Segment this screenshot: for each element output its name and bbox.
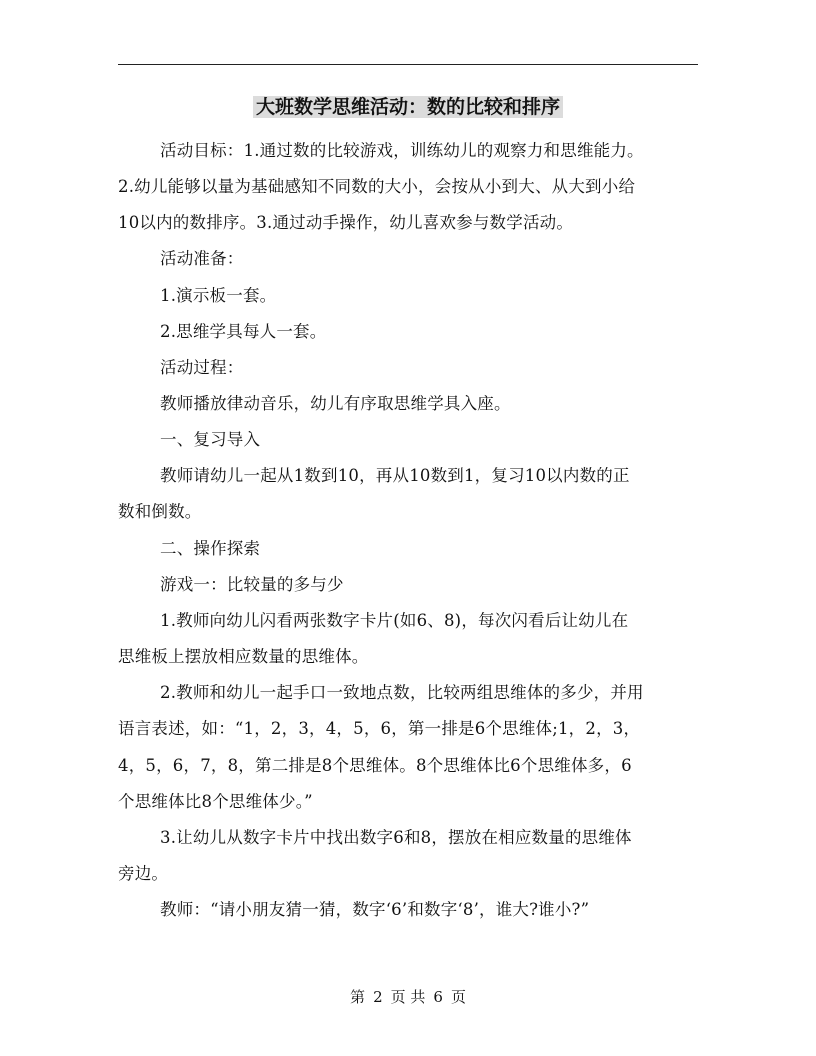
- paragraph-line: 10以内的数排序。3.通过动手操作，幼儿喜欢参与数学活动。: [118, 213, 574, 232]
- header-rule: [118, 64, 698, 65]
- paragraph-line: 3.让幼儿从数字卡片中找出数字6和8，摆放在相应数量的思维体: [160, 828, 632, 847]
- paragraph-line: 教师：“请小朋友猜一猜，数字‘6’和数字‘8’，谁大?谁小?”: [160, 900, 590, 919]
- paragraph-line: 个思维体比8个思维体少。”: [118, 792, 313, 811]
- document-title: [0, 92, 816, 122]
- paragraph-line: 活动过程：: [160, 358, 244, 377]
- current-page-number: 2: [373, 988, 383, 1006]
- total-page-count: 6: [433, 988, 443, 1006]
- paragraph-line: 教师播放律动音乐，幼儿有序取思维学具入座。: [160, 394, 511, 413]
- paragraph-line: 一、复习导入: [160, 430, 261, 449]
- paragraph-line: 1.教师向幼儿闪看两张数字卡片(如6、8)，每次闪看后让幼儿在: [160, 611, 629, 630]
- footer-suffix: 页: [450, 988, 466, 1006]
- title-text: 大班数学思维活动：数的比较和排序: [253, 96, 563, 118]
- paragraph-line: 语言表述，如：“1，2，3，4，5，6，第一排是6个思维体;1，2，3，: [118, 719, 641, 738]
- paragraph-line: 旁边。: [118, 864, 169, 883]
- paragraph-line: 4，5，6，7，8，第二排是8个思维体。8个思维体比6个思维体多，6: [118, 756, 632, 775]
- paragraph-line: 活动准备：: [160, 249, 244, 268]
- paragraph-line: 2.教师和幼儿一起手口一致地点数，比较两组思维体的多少，并用: [160, 683, 644, 702]
- paragraph-line: 教师请幼儿一起从1数到10，再从10数到1，复习10以内数的正: [160, 466, 630, 485]
- paragraph-line: 1.演示板一套。: [160, 286, 277, 305]
- paragraph-line: 游戏一：比较量的多与少: [160, 575, 344, 594]
- paragraph-line: 2.幼儿能够以量为基础感知不同数的大小，会按从小到大、从大到小给: [118, 177, 636, 196]
- paragraph-line: 数和倒数。: [118, 502, 202, 521]
- footer-prefix: 第: [350, 988, 366, 1006]
- paragraph-line: 2.思维学具每人一套。: [160, 322, 327, 341]
- paragraph-line: 思维板上摆放相应数量的思维体。: [118, 647, 369, 666]
- page-footer: [0, 986, 816, 1008]
- footer-middle: 页 共: [390, 988, 426, 1006]
- paragraph-line: 二、操作探索: [160, 539, 261, 558]
- paragraph-line: 活动目标：1.通过数的比较游戏，训练幼儿的观察力和思维能力。: [160, 141, 644, 160]
